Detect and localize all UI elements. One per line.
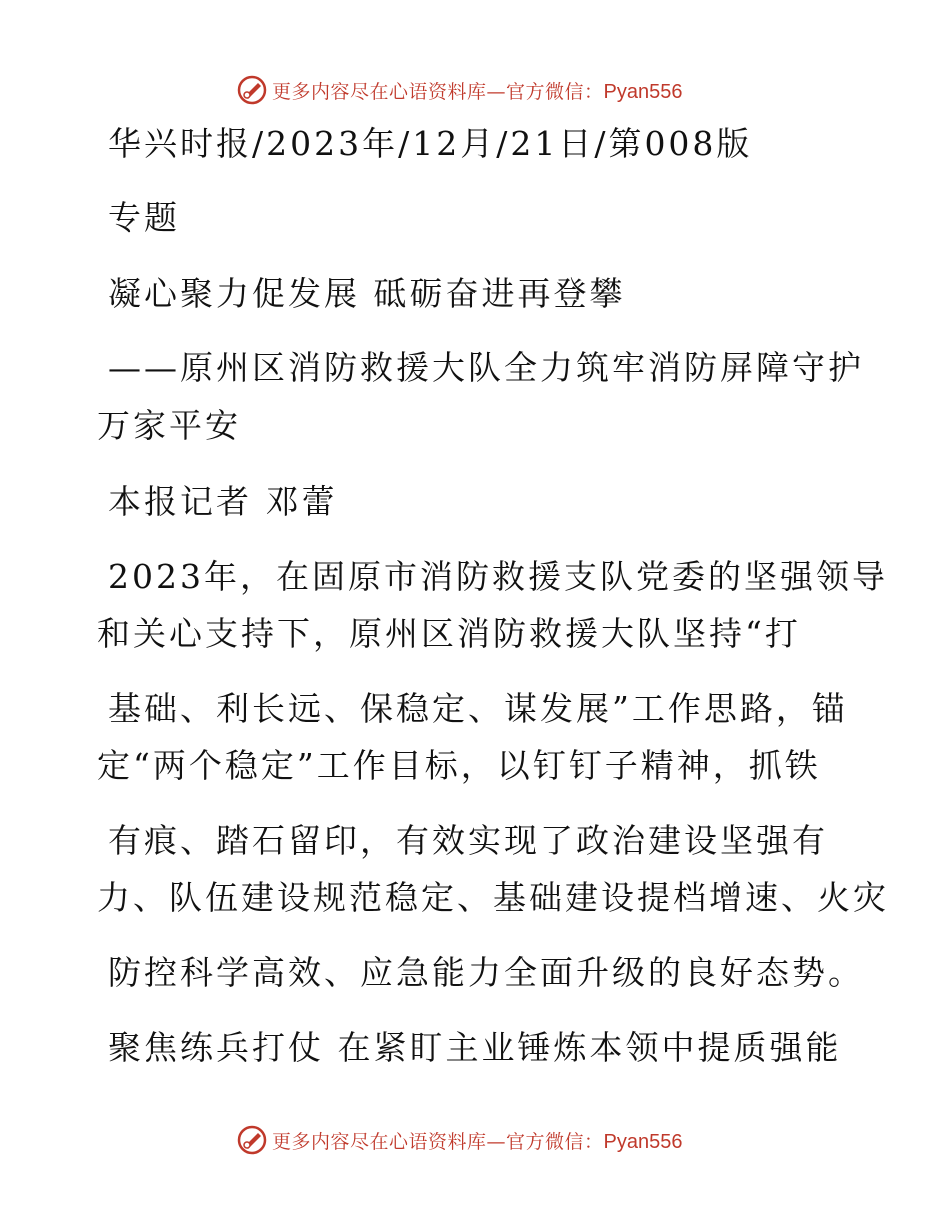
watermark-id: Pyan556 bbox=[603, 80, 683, 103]
body-line: 2023年，在固原市消防救援支队党委的坚强领导 bbox=[108, 557, 888, 596]
body-line: 有痕、踏石留印，有效实现了政治建设坚强有 bbox=[108, 821, 828, 860]
body-line: 和关心支持下，原州区消防救援大队坚持“打 bbox=[97, 614, 801, 653]
body-line: 基础、利长远、保稳定、谋发展”工作思路，锚 bbox=[108, 689, 848, 728]
article-title: 凝心聚力促发展 砥砺奋进再登攀 bbox=[108, 274, 626, 313]
body-line: 防控科学高效、应急能力全面升级的良好态势。 bbox=[108, 953, 864, 992]
watermark-text: 更多内容尽在心语资料库—官方微信：Pyan556 bbox=[272, 1130, 683, 1153]
watermark-id: Pyan556 bbox=[603, 1130, 683, 1153]
watermark-footer bbox=[236, 1122, 716, 1158]
body-line: 定“两个稳定”工作目标，以钉钉子精神，抓铁 bbox=[97, 746, 821, 785]
newspaper-source-line: 华兴时报/2023年/12月/21日/第008版 bbox=[108, 124, 753, 163]
byline: 本报记者 邓蕾 bbox=[108, 482, 338, 521]
watermark-header bbox=[236, 72, 716, 108]
logo-icon bbox=[236, 1124, 268, 1156]
logo-icon bbox=[236, 74, 268, 106]
body-line: 力、队伍建设规范稳定、基础建设提档增速、火灾 bbox=[97, 878, 889, 917]
article-subtitle-line-2: 万家平安 bbox=[97, 406, 241, 445]
watermark-text: 更多内容尽在心语资料库—官方微信：Pyan556 bbox=[272, 80, 683, 103]
article-subtitle-line-1: ——原州区消防救援大队全力筑牢消防屏障守护 bbox=[108, 348, 864, 387]
section-heading: 聚焦练兵打仗 在紧盯主业锤炼本领中提质强能 bbox=[108, 1028, 842, 1067]
section-label: 专题 bbox=[108, 198, 180, 237]
